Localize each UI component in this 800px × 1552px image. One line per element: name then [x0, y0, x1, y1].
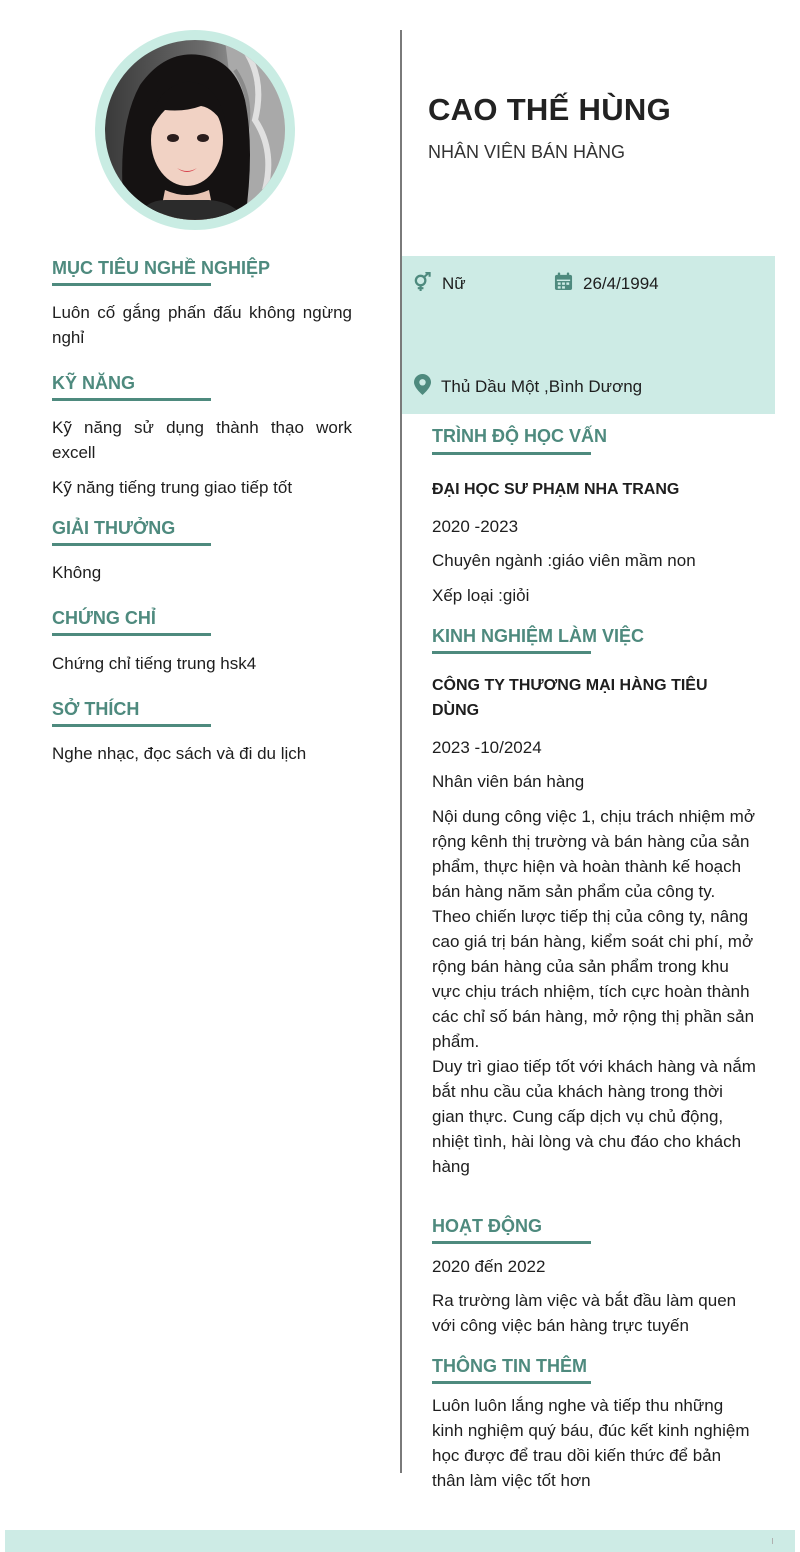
address-value: Thủ Dầu Một ,Bình Dương [441, 377, 643, 396]
experience-period: 2023 -10/2024 [432, 738, 542, 757]
gender-item [413, 272, 466, 296]
hobbies-underline [52, 724, 211, 727]
activities-underline [432, 1241, 591, 1244]
gender-value: Nữ [442, 274, 466, 293]
awards-underline [52, 543, 211, 546]
education-underline [432, 452, 591, 455]
full-name: CAO THẾ HÙNG [428, 92, 671, 127]
skills-underline [52, 398, 211, 401]
description-paragraph: Nội dung công việc 1, chịu trách nhiệm mở rộng kênh thị trường và bán hàng của sản phẩm, thực hiện và hoàn thành kế hoạch bán hàng năm sản phẩm của công ty. [432, 807, 755, 901]
activities-text: Ra trường làm việc và bắt đầu làm quen với công việc bán hàng trực tuyến [432, 1291, 737, 1335]
skills-title: KỸ NĂNG [52, 373, 136, 393]
footer-marker [772, 1538, 773, 1544]
education-title: TRÌNH ĐỘ HỌC VẤN [432, 426, 607, 446]
objective-underline [52, 283, 211, 286]
additional-underline [432, 1381, 591, 1384]
education-grade: Xếp loại :giỏi [432, 586, 530, 605]
objective-text: Luôn cố gắng phấn đấu không ngừng nghỉ [52, 303, 352, 347]
school-name: ĐẠI HỌC SƯ PHẠM NHA TRANG [432, 481, 680, 498]
location-pin-icon [414, 374, 441, 400]
description-paragraph: Duy trì giao tiếp tốt với khách hàng và nắm bắt nhu cầu của khách hàng trong thời gian thực. Cung cấp dịch vụ chủ động, nhiệt tình, hài lòng và chu đáo cho khách hàng [432, 1057, 756, 1176]
gender-icon [413, 272, 442, 296]
birthdate-value: 26/4/1994 [583, 274, 659, 293]
education-major: Chuyên ngành :giáo viên mầm non [432, 551, 696, 570]
certificates-title: CHỨNG CHỈ [52, 608, 156, 628]
calendar-icon [554, 272, 583, 296]
activities-period: 2020 đến 2022 [432, 1257, 546, 1276]
experience-underline [432, 651, 591, 654]
skill-item: Kỹ năng tiếng trung giao tiếp tốt [52, 478, 293, 497]
avatar [105, 40, 285, 220]
description-paragraph: Theo chiến lược tiếp thị của công ty, nâng cao giá trị bán hàng, kiểm soát chi phí, mở rộng bán hàng của sản phẩm trong khu vực chịu trách nhiệm, tích cực hoàn thành các chỉ số bán hàng, mở rộng thị phần sản phẩm. [432, 907, 755, 1051]
company-name: CÔNG TY THƯƠNG MẠI HÀNG TIÊU DÙNG [432, 677, 708, 719]
activities-title: HOẠT ĐỘNG [432, 1216, 542, 1236]
awards-text: Không [52, 563, 102, 582]
experience-title: KINH NGHIỆM LÀM VIỆC [432, 626, 645, 646]
awards-title: GIẢI THƯỞNG [52, 518, 176, 538]
column-divider [400, 30, 402, 1473]
footer-bar [5, 1530, 795, 1552]
certificates-text: Chứng chỉ tiếng trung hsk4 [52, 654, 257, 673]
address-item [414, 374, 642, 400]
hobbies-text: Nghe nhạc, đọc sách và đi du lịch [52, 744, 307, 763]
job-title: NHÂN VIÊN BÁN HÀNG [428, 142, 626, 162]
education-period: 2020 -2023 [432, 517, 519, 536]
certificates-underline [52, 633, 211, 636]
additional-text: Luôn luôn lắng nghe và tiếp thu những kinh nghiệm quý báu, đúc kết kinh nghiệm học được để trau dồi kiến thức để bản thân làm việc tốt hơn [432, 1396, 750, 1490]
experience-description [432, 804, 758, 1179]
birthdate-item [554, 272, 659, 296]
objective-title: MỤC TIÊU NGHỀ NGHIỆP [52, 258, 271, 278]
skill-item: Kỹ năng sử dụng thành thạo work excell [52, 418, 352, 462]
additional-title: THÔNG TIN THÊM [432, 1356, 587, 1376]
experience-position: Nhân viên bán hàng [432, 772, 585, 791]
hobbies-title: SỞ THÍCH [52, 699, 140, 719]
